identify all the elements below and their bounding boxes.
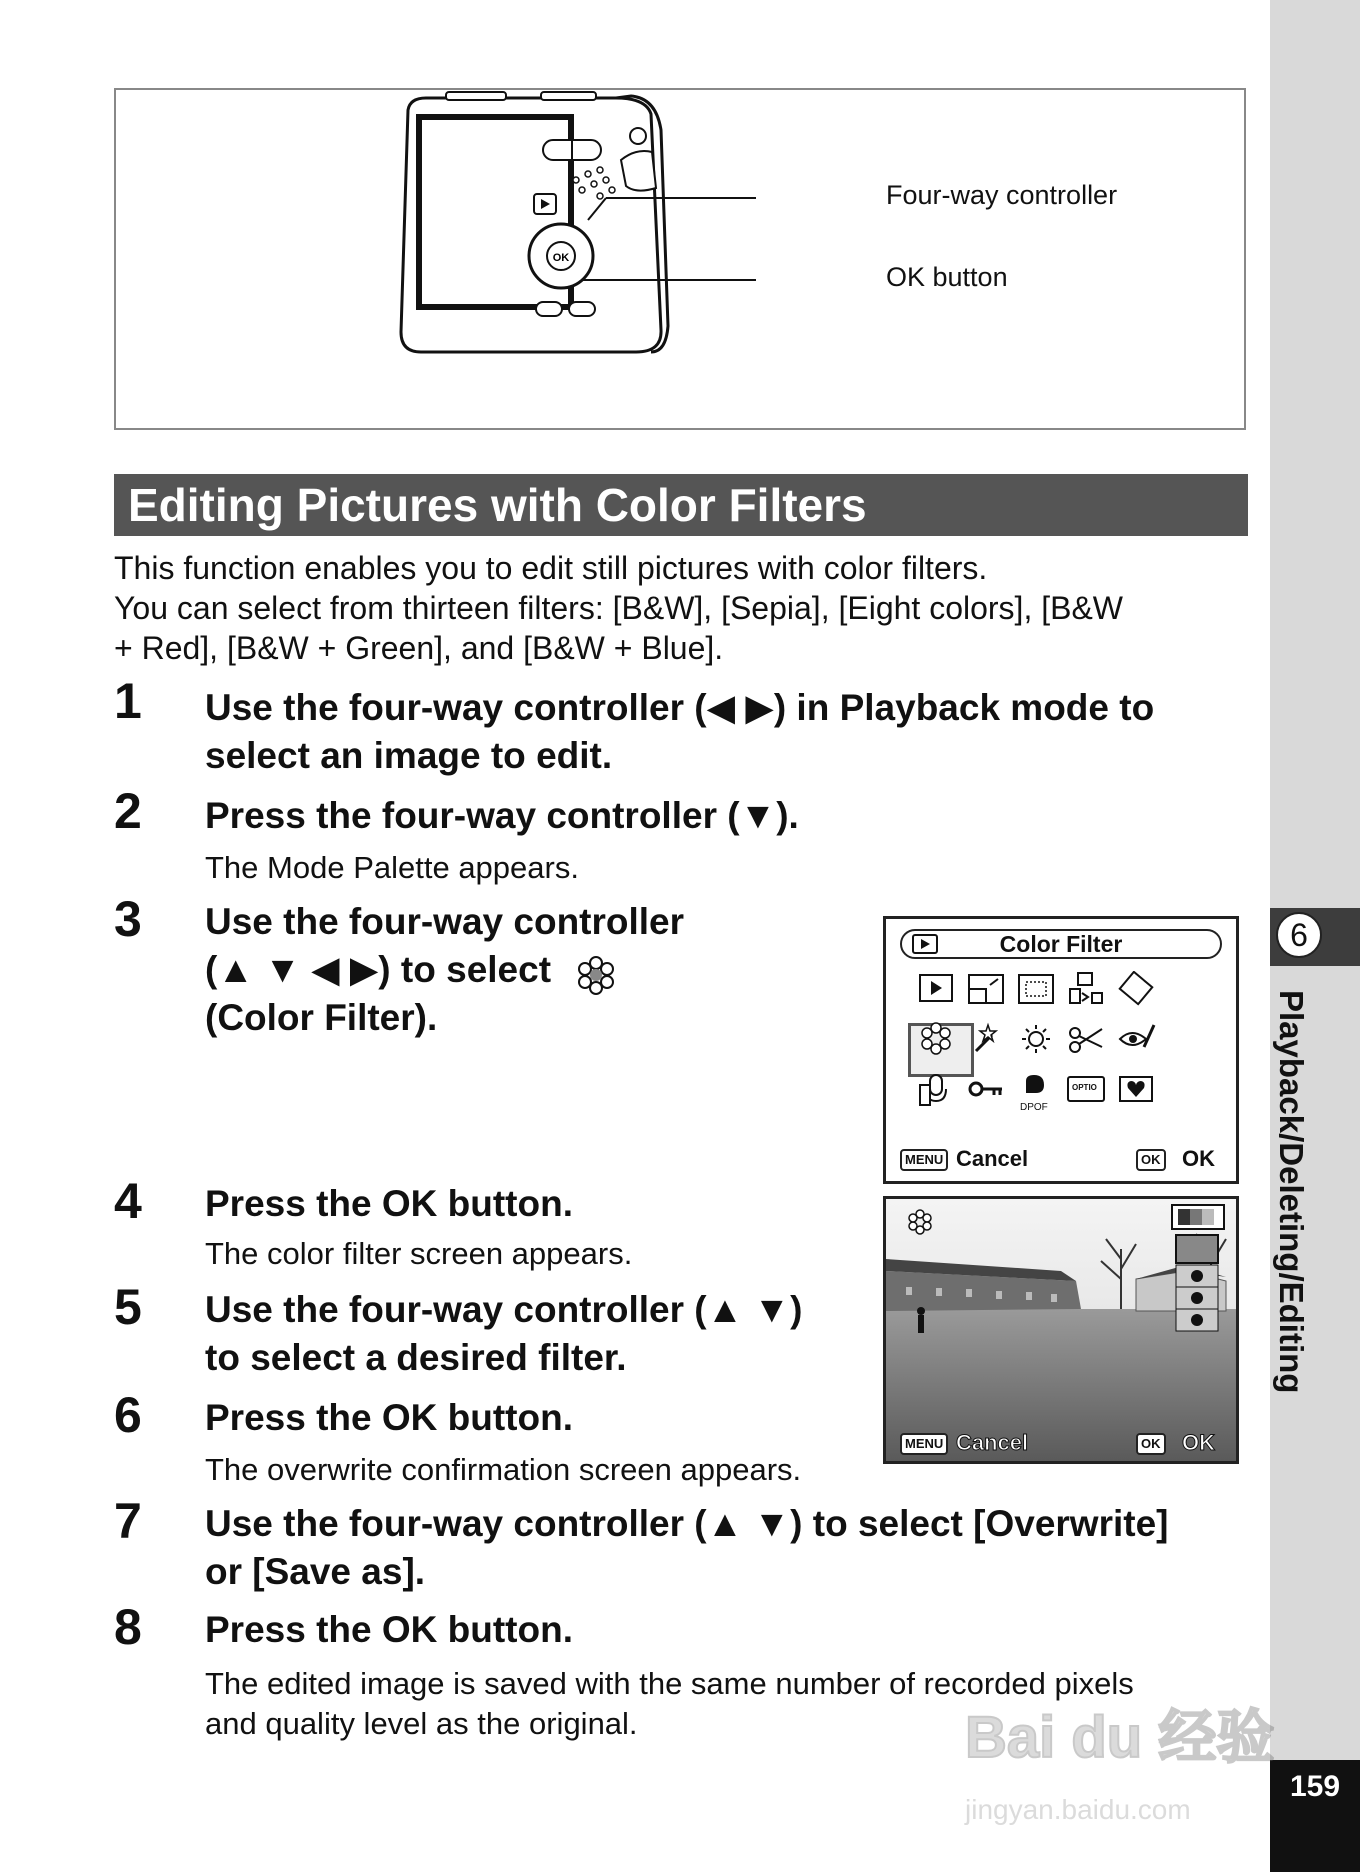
step-text: Press the four-way controller (▼). xyxy=(205,795,799,836)
step-text: or [Save as]. xyxy=(205,1551,426,1592)
intro-line-1: This function enables you to edit still pictures with color filters. xyxy=(114,550,988,586)
step-text: Use the four-way controller (◀ ▶) in Playback mode to xyxy=(205,687,1155,728)
cropping-icon xyxy=(1014,969,1058,1009)
protect-icon xyxy=(964,1069,1008,1109)
step-number: 8 xyxy=(114,1599,142,1655)
ok-key: OK xyxy=(1136,1433,1166,1455)
svg-text:OK: OK xyxy=(552,252,570,264)
step-text: Use the four-way controller xyxy=(205,901,685,942)
lcd-title: Color Filter xyxy=(999,931,1123,957)
sample-photo xyxy=(886,1199,1236,1461)
favorite-icon xyxy=(1114,1069,1158,1109)
dpof-label: DPOF xyxy=(1020,1102,1048,1113)
step-number: 7 xyxy=(114,1493,142,1549)
dpof-icon xyxy=(1014,1069,1058,1113)
ok-key: OK xyxy=(1136,1149,1166,1171)
digital-filter-icon xyxy=(964,1019,1008,1059)
camera-figure xyxy=(114,88,1246,430)
camera-back-illustration xyxy=(116,90,1244,428)
step-text: to select a desired filter. xyxy=(205,1337,627,1378)
step-number: 1 xyxy=(114,673,142,729)
page-number: 159 xyxy=(1289,1770,1341,1803)
step-subtext: and quality level as the original. xyxy=(205,1706,638,1741)
step-text: Use the four-way controller (▲ ▼) xyxy=(205,1289,803,1330)
chapter-title: Playback/Deleting/Editing xyxy=(1273,990,1310,1394)
intro-line-2: You can select from thirteen filters: [B&W], [Sepia], [Eight colors], [B&W xyxy=(114,590,1123,626)
step-text: select an image to edit. xyxy=(205,735,613,776)
color-filter-icon xyxy=(576,955,616,995)
rotate-icon xyxy=(1114,969,1158,1009)
step-number: 6 xyxy=(114,1387,142,1443)
mode-palette-screen xyxy=(883,916,1239,1184)
step-text: Use the four-way controller (▲ ▼) to select [Overwrite] xyxy=(205,1503,1169,1544)
playback-icon xyxy=(914,969,958,1009)
intro-line-3: + Red], [B&W + Green], and [B&W + Blue]. xyxy=(114,630,724,666)
cancel-label: Cancel xyxy=(956,1430,1029,1455)
brightness-filter-icon xyxy=(1014,1019,1058,1059)
frame-composite-icon xyxy=(1064,1019,1108,1059)
red-eye-icon xyxy=(1114,1019,1158,1059)
step-subtext: The edited image is saved with the same number of recorded pixels xyxy=(205,1666,1134,1701)
lcd-title-bar xyxy=(900,929,1222,959)
step-text: (▲ ▼ ◀ ▶) to select xyxy=(205,949,552,990)
section-heading: Editing Pictures with Color Filters xyxy=(128,479,867,531)
step-number: 2 xyxy=(114,783,142,839)
step-number: 3 xyxy=(114,891,142,947)
ok-label: OK xyxy=(1182,1146,1215,1171)
step-number: 5 xyxy=(114,1279,142,1335)
step-number: 4 xyxy=(114,1173,142,1229)
image-copy-icon xyxy=(1064,969,1108,1009)
watermark-line-1: Bai du 经验 xyxy=(965,1705,1275,1770)
voice-memo-icon xyxy=(914,1069,958,1109)
step-text: Press the OK button. xyxy=(205,1609,573,1650)
menu-key: MENU xyxy=(900,1149,948,1171)
step-text: (Color Filter). xyxy=(205,997,438,1038)
step-subtext: The Mode Palette appears. xyxy=(205,850,579,885)
step-subtext: The overwrite confirmation screen appears. xyxy=(205,1452,802,1487)
callout-four-way-controller: Four-way controller xyxy=(886,180,1118,210)
watermark-line-2: jingyan.baidu.com xyxy=(965,1794,1191,1825)
baidu-watermark xyxy=(965,1690,1275,1860)
callout-ok-button: OK button xyxy=(886,262,1008,292)
step-text: Press the OK button. xyxy=(205,1183,573,1224)
step-text: Press the OK button. xyxy=(205,1397,573,1438)
ok-label: OK xyxy=(1182,1430,1215,1455)
chapter-number: 6 xyxy=(1276,912,1322,958)
start-up-screen-icon xyxy=(1064,1069,1108,1109)
menu-key: MENU xyxy=(900,1433,948,1455)
color-filter-icon xyxy=(914,1019,958,1059)
cancel-label: Cancel xyxy=(956,1146,1029,1171)
step-subtext: The color filter screen appears. xyxy=(205,1236,633,1271)
color-filter-screen xyxy=(883,1196,1239,1464)
optio-label: OPTIO xyxy=(1072,1083,1097,1092)
resize-icon xyxy=(964,969,1008,1009)
